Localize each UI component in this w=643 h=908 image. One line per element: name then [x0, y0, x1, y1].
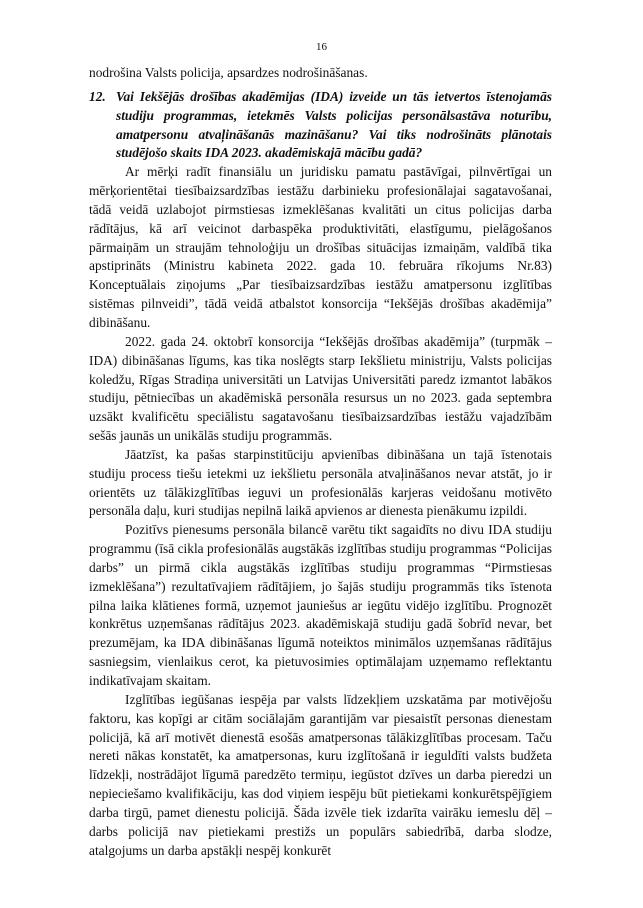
question-number: 12. [89, 88, 106, 104]
paragraph-staff-balance: Pozitīvs pienesums personāla bilancē varētu tikt sagaidīts no divu IDA studiju programmu (īsā cikla profesionālās augstākās izglītības studiju programmas “Policijas darbs” un pirmā cikla augstākās izglītības studiju programmas “Pirmstiesas izmeklēšana”) rezultatīvajiem rādītājiem, jo šajās studiju programmās tiks īstenota pilna laika klātienes formā, uzņemot jauniešus ar iegūtu vidējo izglītību. Prognozēt konkrētus uzņemšanas rādītājus 2023. akadēmiskajā studiju gadā šobrīd nevar, bet prezumējam, ka IDA dibināšanas līgumā noteiktos minimālos uzņemšanas rādītājus sasniegsim, vienlaikus cerot, ka pietuvosimies optimālajam uzņemamo reflektantu indikatīvajam skaitam. [89, 522, 552, 688]
paragraph-impact: Jāatzīst, ka pašas starpinstitūciju apvienības dibināšana un tajā īstenotais studiju process tiešu ietekmi uz iekšlietu personāla atvaļināšanos nevar atstāt, jo ir orientēts uz tālākizglītības ieguvi un profesionālās karjeras veidošanu motivēto personāla daļu, kuri studijas nepilnā laikā apvienos ar dienesta pienākumu izpildi. [89, 446, 552, 519]
intro-line: nodrošina Valsts policija, apsardzes nodrošināšanas. [89, 65, 368, 80]
paragraph-purpose: Ar mērķi radīt finansiālu un juridisku pamatu pastāvīgai, pilnvērtīgai un mērķorientētai tiesībaizsardzības iestāžu darbinieku profesionālajai sagatavošanai, tādā veidā uzlabojot pirmstiesas izmeklēšanas kvalitāti un citus policijas darba rādītājus, kā arī veicinot darbaspēka produktivitāti, elastīgumu, pielāgošanos pārmaiņām un straujām tehnoloģiju un drošības situācijas izmaiņām, valdībā tika apstiprināts (Ministru kabineta 2022. gada 10. februāra rīkojums Nr.83) Konceptuālais ziņojums „Par tiesībaizsardzības iestāžu amatpersonu izglītības sistēmas pilnveidi”, tādā veidā atbalstot konsorcija “Iekšējās drošības akadēmija” dibināšanu. [89, 164, 552, 330]
paragraph-education-motivation: Izglītības iegūšanas iespēja par valsts līdzekļiem uzskatāma par motivējošu faktoru, kas kopīgi ar citām sociālajām garantijām var piesaistīt personas dienestam policijā, kā arī motivēt dienestā esošās amatpersonas tālākizglītības procesam. Taču nereti nākas konstatēt, ka amatpersonas, kuru izglītošanā ir ieguldīti valsts budžeta līdzekļi, nostrādājot līgumā paredzēto termiņu, iegūstot dzīves un darba pieredzi un nepieciešamo kvalifikāciju, kas dod viņiem iespēju būt pietiekami konkurētspējīgiem darba tirgū, pamet dienestu policijā. Šāda izvēle tiek izdarīta vairāku iemeslu dēļ – darbs policijā nav pietiekami prestižs un populārs sabiedrībā, darba slodze, atalgojums un darba apstākļi nespēj konkurēt [89, 691, 552, 858]
page-number: 16 [316, 41, 327, 53]
question-text: Vai Iekšējās drošības akadēmijas (IDA) izveide un tās ietvertos īstenojamās studiju programmas, ietekmēs Valsts policijas personālsastāva noturību, amatpersonu atvaļināšanās mazināšanu? Vai tiks nodrošināts plānotais studējošo skaits IDA 2023. akadēmiskajā mācību gadā? [116, 88, 552, 161]
paragraph-founding-agreement: 2022. gada 24. oktobrī konsorcija “Iekšējās drošības akadēmija” (turpmāk – IDA) dibināšanas līgums, kas tika noslēgts starp Iekšlietu ministriju, Valsts policijas koledžu, Rīgas Stradiņa universitāti un Latvijas Universitāti paredz izmantot labākos studiju, pētniecības un akadēmiskā personāla resursus un no 2023. gada septembra uzsākt kvalificētu speciālistu sagatavošanu tiesībaizsardzības iestāžu vajadzībām sešās jaunās un unikālās studiju programmās. [89, 333, 552, 444]
question-heading [89, 88, 552, 163]
document-body [89, 64, 552, 860]
